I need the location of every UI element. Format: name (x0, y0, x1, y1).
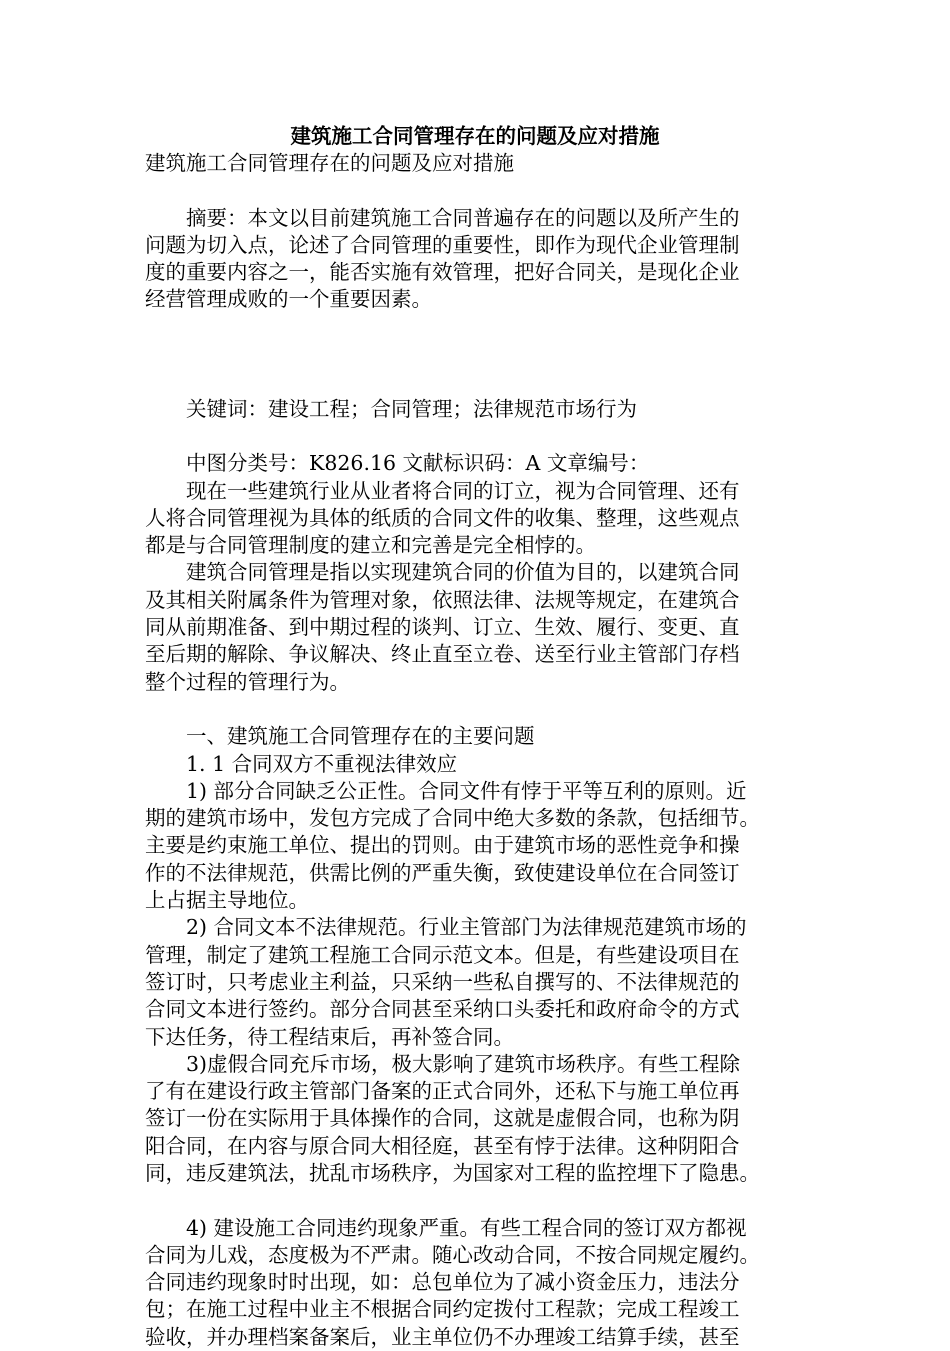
text-line: 上占据主导地位。 (145, 888, 309, 913)
document-body (145, 150, 810, 1351)
text-line: 下达任务，待工程结束后，再补签合同。 (145, 1024, 514, 1049)
text-line: 及其相关附属条件为管理对象，依照法律、法规等规定，在建筑合 (145, 587, 740, 612)
text-line: 阳合同，在内容与原合同大相径庭，甚至有悖于法律。这种阴阳合 (145, 1133, 740, 1158)
text-line: 1. 1 合同双方不重视法律效应 (145, 751, 458, 776)
text-line (145, 368, 810, 395)
text-line: 合同违约现象时时出现，如：总包单位为了减小资金压力，违法分 (145, 1270, 740, 1295)
text-line: 关键词：建设工程；合同管理；法律规范市场行为 (145, 396, 637, 421)
text-line: 包；在施工过程中业主不根据合同约定拨付工程款；完成工程竣工 (145, 1297, 740, 1322)
text-line: 同，违反建筑法，扰乱市场秩序，为国家对工程的监控埋下了隐患。 (145, 1160, 760, 1185)
text-line: 1) 部分合同缺乏公正性。合同文件有悖于平等互利的原则。近 (145, 778, 747, 803)
text-line: 3)虚假合同充斥市场，极大影响了建筑市场秩序。有些工程除 (145, 1051, 741, 1076)
text-line: 验收，并办理档案备案后，业主单位仍不办理竣工结算手续，甚至 (145, 1324, 740, 1349)
text-line (145, 341, 810, 368)
text-line: 经营管理成败的一个重要因素。 (145, 287, 432, 312)
text-line: 管理，制定了建筑工程施工合同示范文本。但是，有些建设项目在 (145, 942, 740, 967)
text-line: 人将合同管理视为具体的纸质的合同文件的收集、整理，这些观点 (145, 505, 740, 530)
text-line: 主要是约束施工单位、提出的罚则。由于建筑市场的恶性竞争和操 (145, 833, 740, 858)
text-line: 一、建筑施工合同管理存在的主要问题 (145, 724, 535, 749)
text-line (145, 423, 810, 450)
text-line (145, 314, 810, 341)
text-line: 整个过程的管理行为。 (145, 669, 350, 694)
text-line: 现在一些建筑行业从业者将合同的订立，视为合同管理、还有 (145, 478, 740, 503)
text-line: 2) 合同文本不法律规范。行业主管部门为法律规范建筑市场的 (145, 915, 747, 940)
text-line: 建筑合同管理是指以实现建筑合同的价值为目的，以建筑合同 (145, 560, 740, 585)
text-line (145, 696, 810, 723)
text-line: 都是与合同管理制度的建立和完善是完全相悖的。 (145, 533, 596, 558)
text-line: 期的建筑市场中，发包方完成了合同中绝大多数的条款，包括细节。 (145, 806, 760, 831)
text-line: 合同文本进行签约。部分合同甚至采纳口头委托和政府命令的方式 (145, 997, 740, 1022)
text-line: 至后期的解除、争议解决、终止直至立卷、送至行业主管部门存档 (145, 642, 740, 667)
text-line: 度的重要内容之一，能否实施有效管理，把好合同关，是现化企业 (145, 260, 740, 285)
text-line: 同从前期准备、到中期过程的谈判、订立、生效、履行、变更、直 (145, 615, 740, 640)
text-line: 签订时，只考虑业主利益，只采纳一些私自撰写的、不法律规范的 (145, 969, 740, 994)
text-line (145, 1187, 810, 1214)
text-line: 摘要：本文以目前建筑施工合同普遍存在的问题以及所产生的 (145, 205, 740, 230)
text-line: 4) 建设施工合同违约现象严重。有些工程合同的签订双方都视 (145, 1215, 747, 1240)
document-title: 建筑施工合同管理存在的问题及应对措施 (290, 124, 660, 148)
text-line: 问题为切入点，论述了合同管理的重要性，即作为现代企业管理制 (145, 232, 740, 257)
text-line: 签订一份在实际用于具体操作的合同，这就是虚假合同，也称为阴 (145, 1106, 740, 1131)
text-line: 中图分类号：K826.16 文献标识码：A 文章编号： (145, 451, 650, 476)
text-line: 合同为儿戏，态度极为不严肃。随心改动合同，不按合同规定履约。 (145, 1242, 760, 1267)
text-line (145, 177, 810, 204)
text-line: 作的不法律规范，供需比例的严重失衡，致使建设单位在合同签订 (145, 860, 740, 885)
text-line: 建筑施工合同管理存在的问题及应对措施 (145, 151, 514, 175)
text-line: 了有在建设行政主管部门备案的正式合同外，还私下与施工单位再 (145, 1079, 740, 1104)
